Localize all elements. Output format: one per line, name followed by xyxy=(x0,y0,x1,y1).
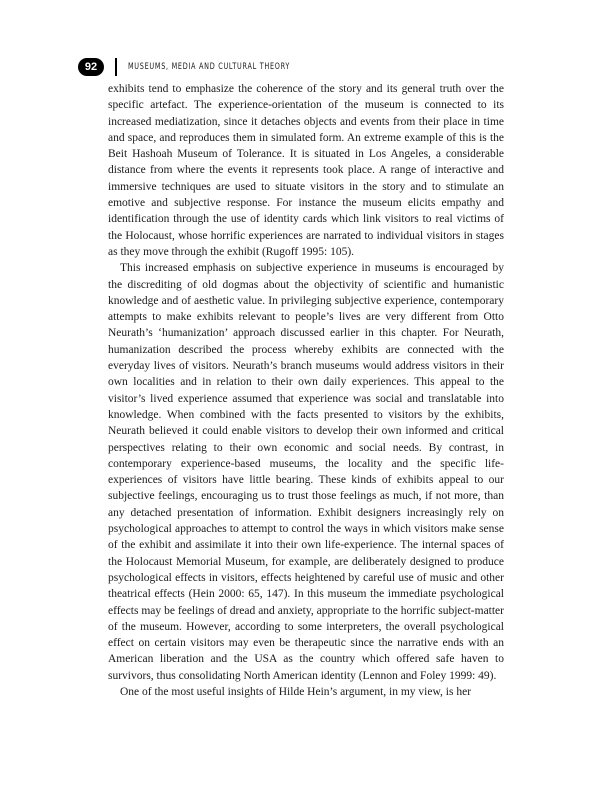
paragraph-2: This increased emphasis on subjective experience in museums is encouraged by the discrediting of old dogmas about the objectivity of scientific and humanistic knowledge and of aesthetic value. In privileging subjective experience, contemporary attempts to make exhibits relevant to people’s lives are very different from Otto Neurath’s ‘humanization’ approach discussed earlier in this chapter. For Neurath, humanization described the process whereby exhibits are connected with the everyday lives of visitors. Neurath’s branch museums would address visitors in their own localities and in relation to their own daily experiences. This appeal to the visitor’s lived experience assumed that experience was social and translatable into knowledge. When combined with the facts presented to visitors by the exhibits, Neurath believed it could enable visitors to develop their own informed and critical perspectives relating to their own economic and social needs. By contrast, in contemporary experience-based museums, the locality and the specific life-experiences of visitors have little bearing. These kinds of exhibits appeal to our subjective feelings, encouraging us to trust those feelings as much, if not more, than any detached presentation of information. Exhibit designers increasingly rely on psychological approaches to attempt to control the ways in which visitors make sense of the exhibit and assimilate it into their own life-experience. The internal spaces of the Holocaust Memorial Museum, for example, are deliberately designed to produce psychological effects in visitors, effects heightened by careful use of music and other theatrical effects (Hein 2000: 65, 147). In this museum the immediate psychological effects may be feelings of dread and anxiety, appropriate to the horrific subject-matter of the museum. However, according to some interpreters, the overall psychological effect on certain visitors may even be therapeutic since the narrative ends with an American liberation and the USA as the country which offered safe haven to survivors, thus consolidating North American identity (Lennon and Foley 1999: 49). xyxy=(108,262,504,682)
page-header xyxy=(78,57,353,77)
page-number-badge: 92 xyxy=(78,58,104,76)
body-text xyxy=(108,81,504,700)
paragraph-3: One of the most useful insights of Hilde Hein’s argument, in my view, is her xyxy=(120,685,472,698)
header-divider xyxy=(115,58,117,76)
running-head: MUSEUMS, MEDIA AND CULTURAL THEORY xyxy=(128,62,291,72)
paragraph-1: exhibits tend to emphasize the coherence of the story and its general truth over the specific artefact. The experience-orientation of the museum is connected to its increased mediatization, since it detaches objects and events from their place in time and space, and reproduces them in simulated form. An extreme example of this is the Beit Hashoah Museum of Tolerance. It is situated in Los Angeles, a considerable distance from where the events it represents took place. A range of interactive and immersive techniques are used to situate visitors in the story and to stimulate an emotive and subjective response. For instance the museum elicits empathy and identification through the use of identity cards which link visitors to real victims of the Holocaust, whose horrific experiences are narrated to individual visitors in stages as they move through the exhibit (Rugoff 1995: 105). xyxy=(108,83,504,258)
